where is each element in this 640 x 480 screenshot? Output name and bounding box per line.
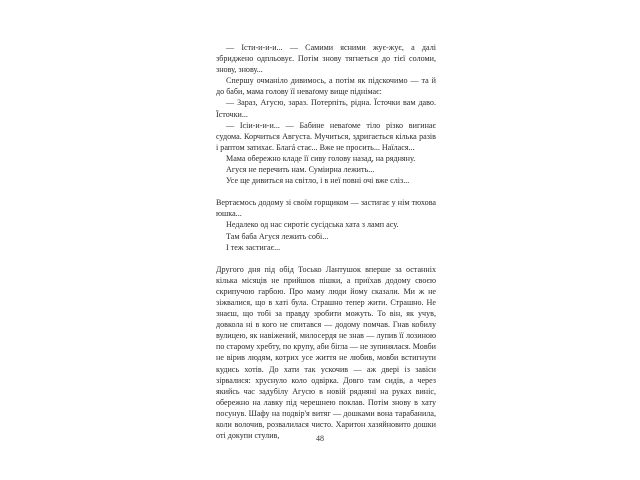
verse-line: Там баба Агуся лежить собі...: [226, 231, 329, 241]
verse-line: Агуся не перечить нам. Суміирна лежить...: [226, 165, 375, 175]
verse-line: Недалеко од нас сиротіє сусідська хата з ламп асу.: [226, 220, 399, 230]
verse-line: Усе ще дивиться на світло, і в неї повні очі вже сліз...: [226, 176, 410, 186]
verse-line: Мама обережно кладе її сиву голову назад, на рядняну.: [226, 153, 416, 163]
section-break: [216, 186, 436, 197]
paragraph: — Зараз, Агусю, зараз. Потерпіть, рідна. Їсточки вам даво. Їсточки...: [216, 98, 436, 119]
paragraph: Другого дня під обід Тосько Лантушок вперше за останніх кілька місяців не прийшов пішки, а приїхав додому своєю скрипучою гарбою. Про маму люди йому сказали. Ми ж не зіжвалися, що в хаті була. Страшно тепер жити. Страшно. Не знаєш, що тобі за правду зробити можуть. То він, як учув, довкола ні в кого не спитався — додому помчав. Гнав кобилу вулицею, як навіжений, милосердя не знав — лупив її лозиною по старому хребту, по крупу, аби бігла — не зупинялася. Мовби не вірив людям, котрих усе життя не любив, мовби встигнути кудись хотів. До хати так ускочив — аж двері із завіси зірвалися: хруснуло коло одвірка. Довго там сидів, а через якийсь час задубілу Агусю в новій рядняні на руках виніс, обережно на лавку під черешнею поклав. Потім знову в хату посунув. Шафу на подвір'я витяг — дошками вона тарабанила, коли волочив, розвалилася чисто. Харитон хазяйновито дошки оті докупи стулив,: [216, 264, 436, 441]
book-page: [216, 42, 436, 441]
paragraph: — Істи-и-и-и... — Самими ясними жує-жує, а далі збриджено одпльовує. Потім знову тягнеться до тієї соломи, знову, знову...: [216, 43, 436, 75]
paragraph: Вертаємось додому зі своїм горщиком — застигає у нім тюхова юшка...: [216, 198, 436, 219]
paragraph: Спершу очманіло дивимось, а потім як підскочимо — та й до баби, мама голову її неваґому вище піднімає:: [216, 76, 436, 97]
verse-line: І теж застигає...: [226, 242, 281, 252]
section-break: [216, 253, 436, 264]
paragraph: — Ісіи-и-и-и... — Бабине неваґоме тіло різко вигинає судома. Корчиться Августа. Мучиться, здригається кілька разів і раптом затихає. Благá стає... Вже не просить... Наїлася...: [216, 120, 436, 152]
page-number: 48: [316, 434, 324, 443]
